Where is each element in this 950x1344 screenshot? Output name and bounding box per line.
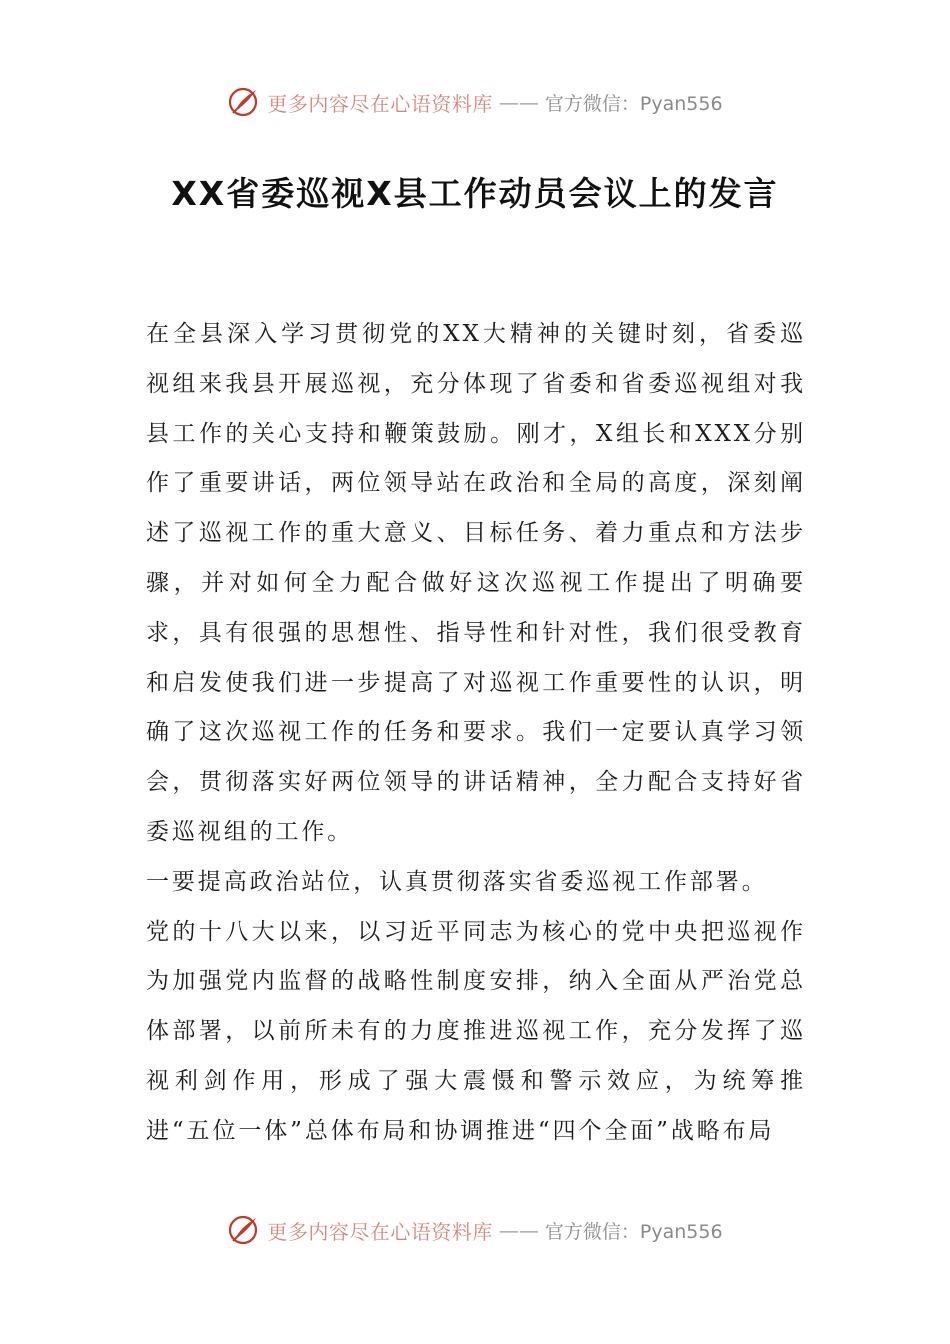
document-title: XX省委巡视X县工作动员会议上的发言 — [171, 174, 779, 213]
paragraph-section-1: 党的十八大以来，以习近平同志为核心的党中央把巡视作为加强党内监督的战略性制度安排，纳入全面从严治党总体部署，以前所未有的力度推进巡视工作，充分发挥了巡视利剑作用，形成了强大震慑和警示效应，为统筹推进“五位一体”总体布局和协调推进“四个全面”战略布局 — [146, 918, 806, 1144]
paragraph-heading-1: 一要提高政治站位，认真贯彻落实省委巡视工作部署。 — [146, 868, 768, 895]
document-body — [146, 310, 806, 1157]
footer-banner — [0, 1210, 950, 1250]
banner-dash: —— — [498, 90, 539, 114]
paragraph-intro: 在全县深入学习贯彻党的XX大精神的关键时刻，省委巡视组来我县开展巡视，充分体现了省委和省委巡视组对我县工作的关心支持和鞭策鼓励。刚才，X组长和XXX分别作了重要讲话，两位领导站在政治和全局的高度，深刻阐述了巡视工作的重大意义、目标任务、着力重点和方法步骤，并对如何全力配合做好这次巡视工作提出了明确要求，具有很强的思想性、指导性和针对性，我们很受教育和启发使我们进一步提高了对巡视工作重要性的认识，明确了这次巡视工作的任务和要求。我们一定要认真学习领会，贯彻落实好两位领导的讲话精神，全力配合支持好省委巡视组的工作。 — [146, 321, 806, 845]
banner-brand-text: 更多内容尽在心语资料库 — [267, 91, 493, 116]
header-banner — [0, 82, 950, 122]
banner-dash: —— — [498, 1218, 539, 1242]
pen-leaf-logo-icon — [227, 1213, 261, 1247]
pen-leaf-logo-icon — [227, 85, 261, 119]
banner-contact-text: 官方微信：Pyan556 — [544, 1220, 723, 1243]
banner-contact-text: 官方微信：Pyan556 — [544, 92, 723, 115]
banner-brand-text: 更多内容尽在心语资料库 — [267, 1219, 493, 1244]
